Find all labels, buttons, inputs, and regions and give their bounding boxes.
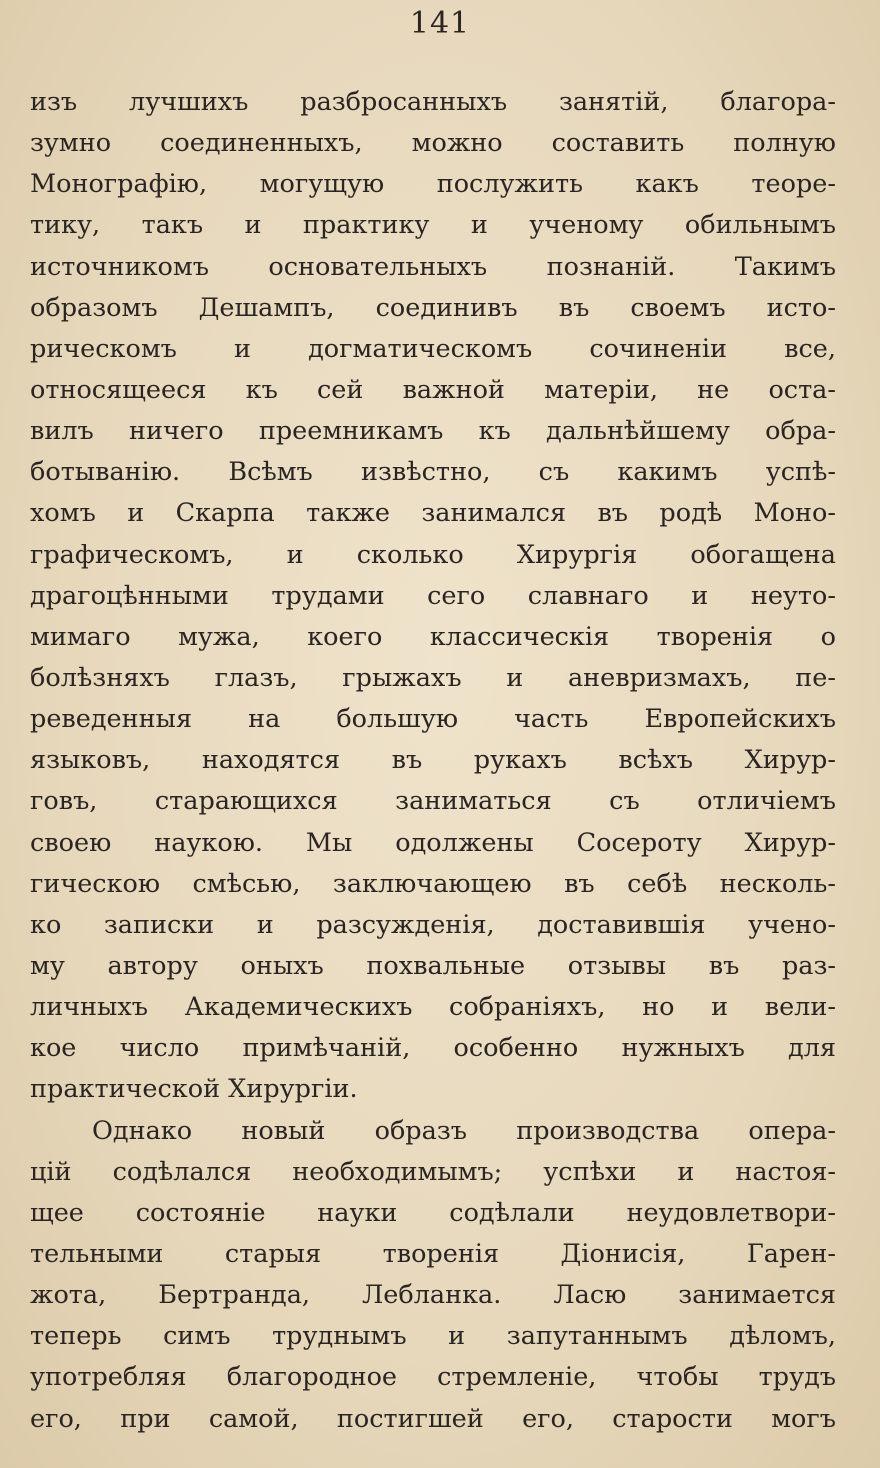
text-line: источникомъ основательныхъ познаній. Такимъ (30, 251, 836, 282)
text-line: жота, Бертранда, Лебланка. Ласю занимается (30, 1280, 836, 1311)
text-line: его, при самой, постигшей его, старости могъ (30, 1403, 836, 1434)
text-line: кое число примѣчаній, особенно нужныхъ для (30, 1033, 836, 1064)
text-line: вилъ ничего преемникамъ къ дальнѣйшему обра- (30, 416, 836, 447)
text-line: Однако новый образъ производства опера- (92, 1115, 836, 1146)
text-line: цій содѣлался необходимымъ; успѣхи и настоя- (30, 1156, 836, 1187)
text-line: Монографію, могущую послужить какъ теоре- (30, 169, 836, 200)
text-line: мимаго мужа, коего классическія творенія о (30, 621, 836, 652)
text-line: языковъ, находятся въ рукахъ всѣхъ Хирур- (30, 745, 836, 776)
text-line: употребляя благородное стремленіе, чтобы трудъ (30, 1362, 836, 1393)
text-line: относящееся къ сей важной матеріи, не оста- (30, 374, 836, 405)
text-line: рическомъ и догматическомъ сочиненіи все, (30, 333, 836, 364)
paragraph (30, 1111, 836, 1440)
text-line: образомъ Дешампъ, соединивъ въ своемъ исто- (30, 292, 836, 323)
paragraph (30, 82, 836, 1111)
text-line: теперь симъ труднымъ и запутаннымъ дѣломъ, (30, 1321, 836, 1352)
text-line: практической Хирургіи. (30, 1074, 358, 1105)
text-line: тельными старыя творенія Діонисія, Гарен- (30, 1238, 836, 1269)
text-line: ко записки и разсужденія, доставившія учено- (30, 909, 836, 940)
page-number: 141 (409, 6, 471, 41)
text-line: му автору оныхъ похвальные отзывы въ раз- (30, 950, 836, 981)
text-line: болѣзняхъ глазъ, грыжахъ и аневризмахъ, пе- (30, 662, 836, 693)
text-line: своею наукою. Мы одолжены Сосероту Хирур- (30, 827, 836, 858)
text-line: изъ лучшихъ разбросанныхъ занятій, благора- (30, 87, 836, 117)
text-line: ботыванію. Всѣмъ извѣстно, съ какимъ успѣ- (30, 457, 836, 488)
text-line: щее состояніе науки содѣлали неудовлетвори- (30, 1197, 836, 1228)
text-line: драгоцѣнными трудами сего славнаго и неуто- (30, 580, 836, 611)
text-line: графическомъ, и сколько Хирургія обогащена (30, 539, 836, 570)
text-line: гическою смѣсью, заключающею въ себѣ несколь- (30, 868, 836, 899)
text-line: тику, такъ и практику и ученому обильнымъ (30, 210, 836, 241)
text-line: личныхъ Академическихъ собраніяхъ, но и вели- (30, 992, 836, 1023)
text-line: хомъ и Скарпа также занимался въ родѣ Моно- (30, 498, 836, 529)
text-line: говъ, старающихся заниматься съ отличіемъ (30, 786, 836, 817)
text-line: реведенныя на большую часть Европейскихъ (30, 704, 836, 735)
body-text (30, 82, 836, 1440)
text-line: зумно соединенныхъ, можно составить полную (30, 128, 836, 159)
